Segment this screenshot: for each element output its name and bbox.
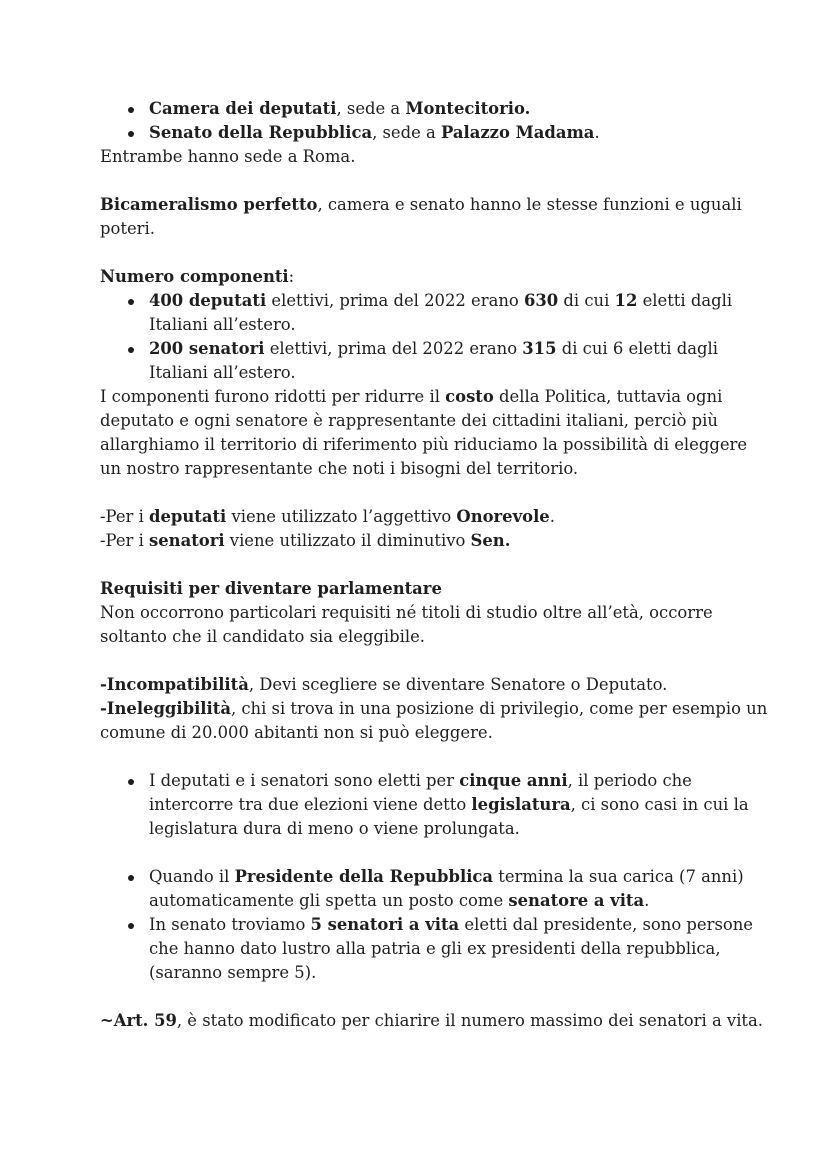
paragraph-ridotti: I componenti furono ridotti per ridurre il costo della Politica, tuttavia ogni deputato e ogni senatore è rappresentante dei cittadini italiani, perciò più allarghiamo il territorio di riferimento più riduciamo la possibilità di eleggere un nostro rappresentante che noti i bisogni del territorio. bbox=[100, 387, 748, 478]
heading-numero-componenti: Numero componenti: bbox=[100, 267, 295, 286]
paragraph-bicameralismo: Bicameralismo perfetto, camera e senato hanno le stesse funzioni e uguali poteri. bbox=[100, 195, 742, 238]
line-senatori: -Per i senatori viene utilizzato il diminutivo Sen. bbox=[100, 531, 511, 550]
list-item: 400 deputati elettivi, prima del 2022 erano 630 di cui 12 eletti dagli Italiani all’estero. bbox=[100, 289, 768, 337]
components-list bbox=[100, 289, 768, 385]
list-item: 200 senatori elettivi, prima del 2022 erano 315 di cui 6 eletti dagli Italiani all’estero. bbox=[100, 337, 768, 385]
paragraph-requisiti: Non occorrono particolari requisiti né titoli di studio oltre all’età, occorre soltanto che il candidato sia eleggibile. bbox=[100, 603, 713, 646]
paragraph-art-59: ~Art. 59, è stato modificato per chiarire il numero massimo dei senatori a vita. bbox=[100, 1011, 763, 1030]
legislatura-list bbox=[100, 769, 768, 841]
list-item: I deputati e i senatori sono eletti per cinque anni, il periodo che intercorre tra due elezioni viene detto legislatura, ci sono casi in cui la legislatura dura di meno o viene prolungata. bbox=[100, 769, 768, 841]
line-ineleggibilita: -Ineleggibilità, chi si trova in una posizione di privilegio, come per esempio un comune di 20.000 abitanti non si può eleggere. bbox=[100, 699, 768, 742]
parliament-chambers-list bbox=[100, 97, 768, 145]
line-incompatibilita: -Incompatibilità, Devi scegliere se diventare Senatore o Deputato. bbox=[100, 675, 668, 694]
senatori-a-vita-list bbox=[100, 865, 768, 985]
list-item: Senato della Repubblica, sede a Palazzo Madama. bbox=[100, 121, 768, 145]
list-item: Quando il Presidente della Repubblica termina la sua carica (7 anni) automaticamente gli spetta un posto come senatore a vita. bbox=[100, 865, 768, 913]
heading-requisiti: Requisiti per diventare parlamentare bbox=[100, 579, 442, 598]
list-item: Camera dei deputati, sede a Montecitorio. bbox=[100, 97, 768, 121]
list-item: In senato troviamo 5 senatori a vita eletti dal presidente, sono persone che hanno dato lustro alla patria e gli ex presidenti della repubblica, (saranno sempre 5). bbox=[100, 913, 768, 985]
line-deputati: -Per i deputati viene utilizzato l’aggettivo Onorevole. bbox=[100, 507, 555, 526]
paragraph-roma: Entrambe hanno sede a Roma. bbox=[100, 147, 356, 166]
